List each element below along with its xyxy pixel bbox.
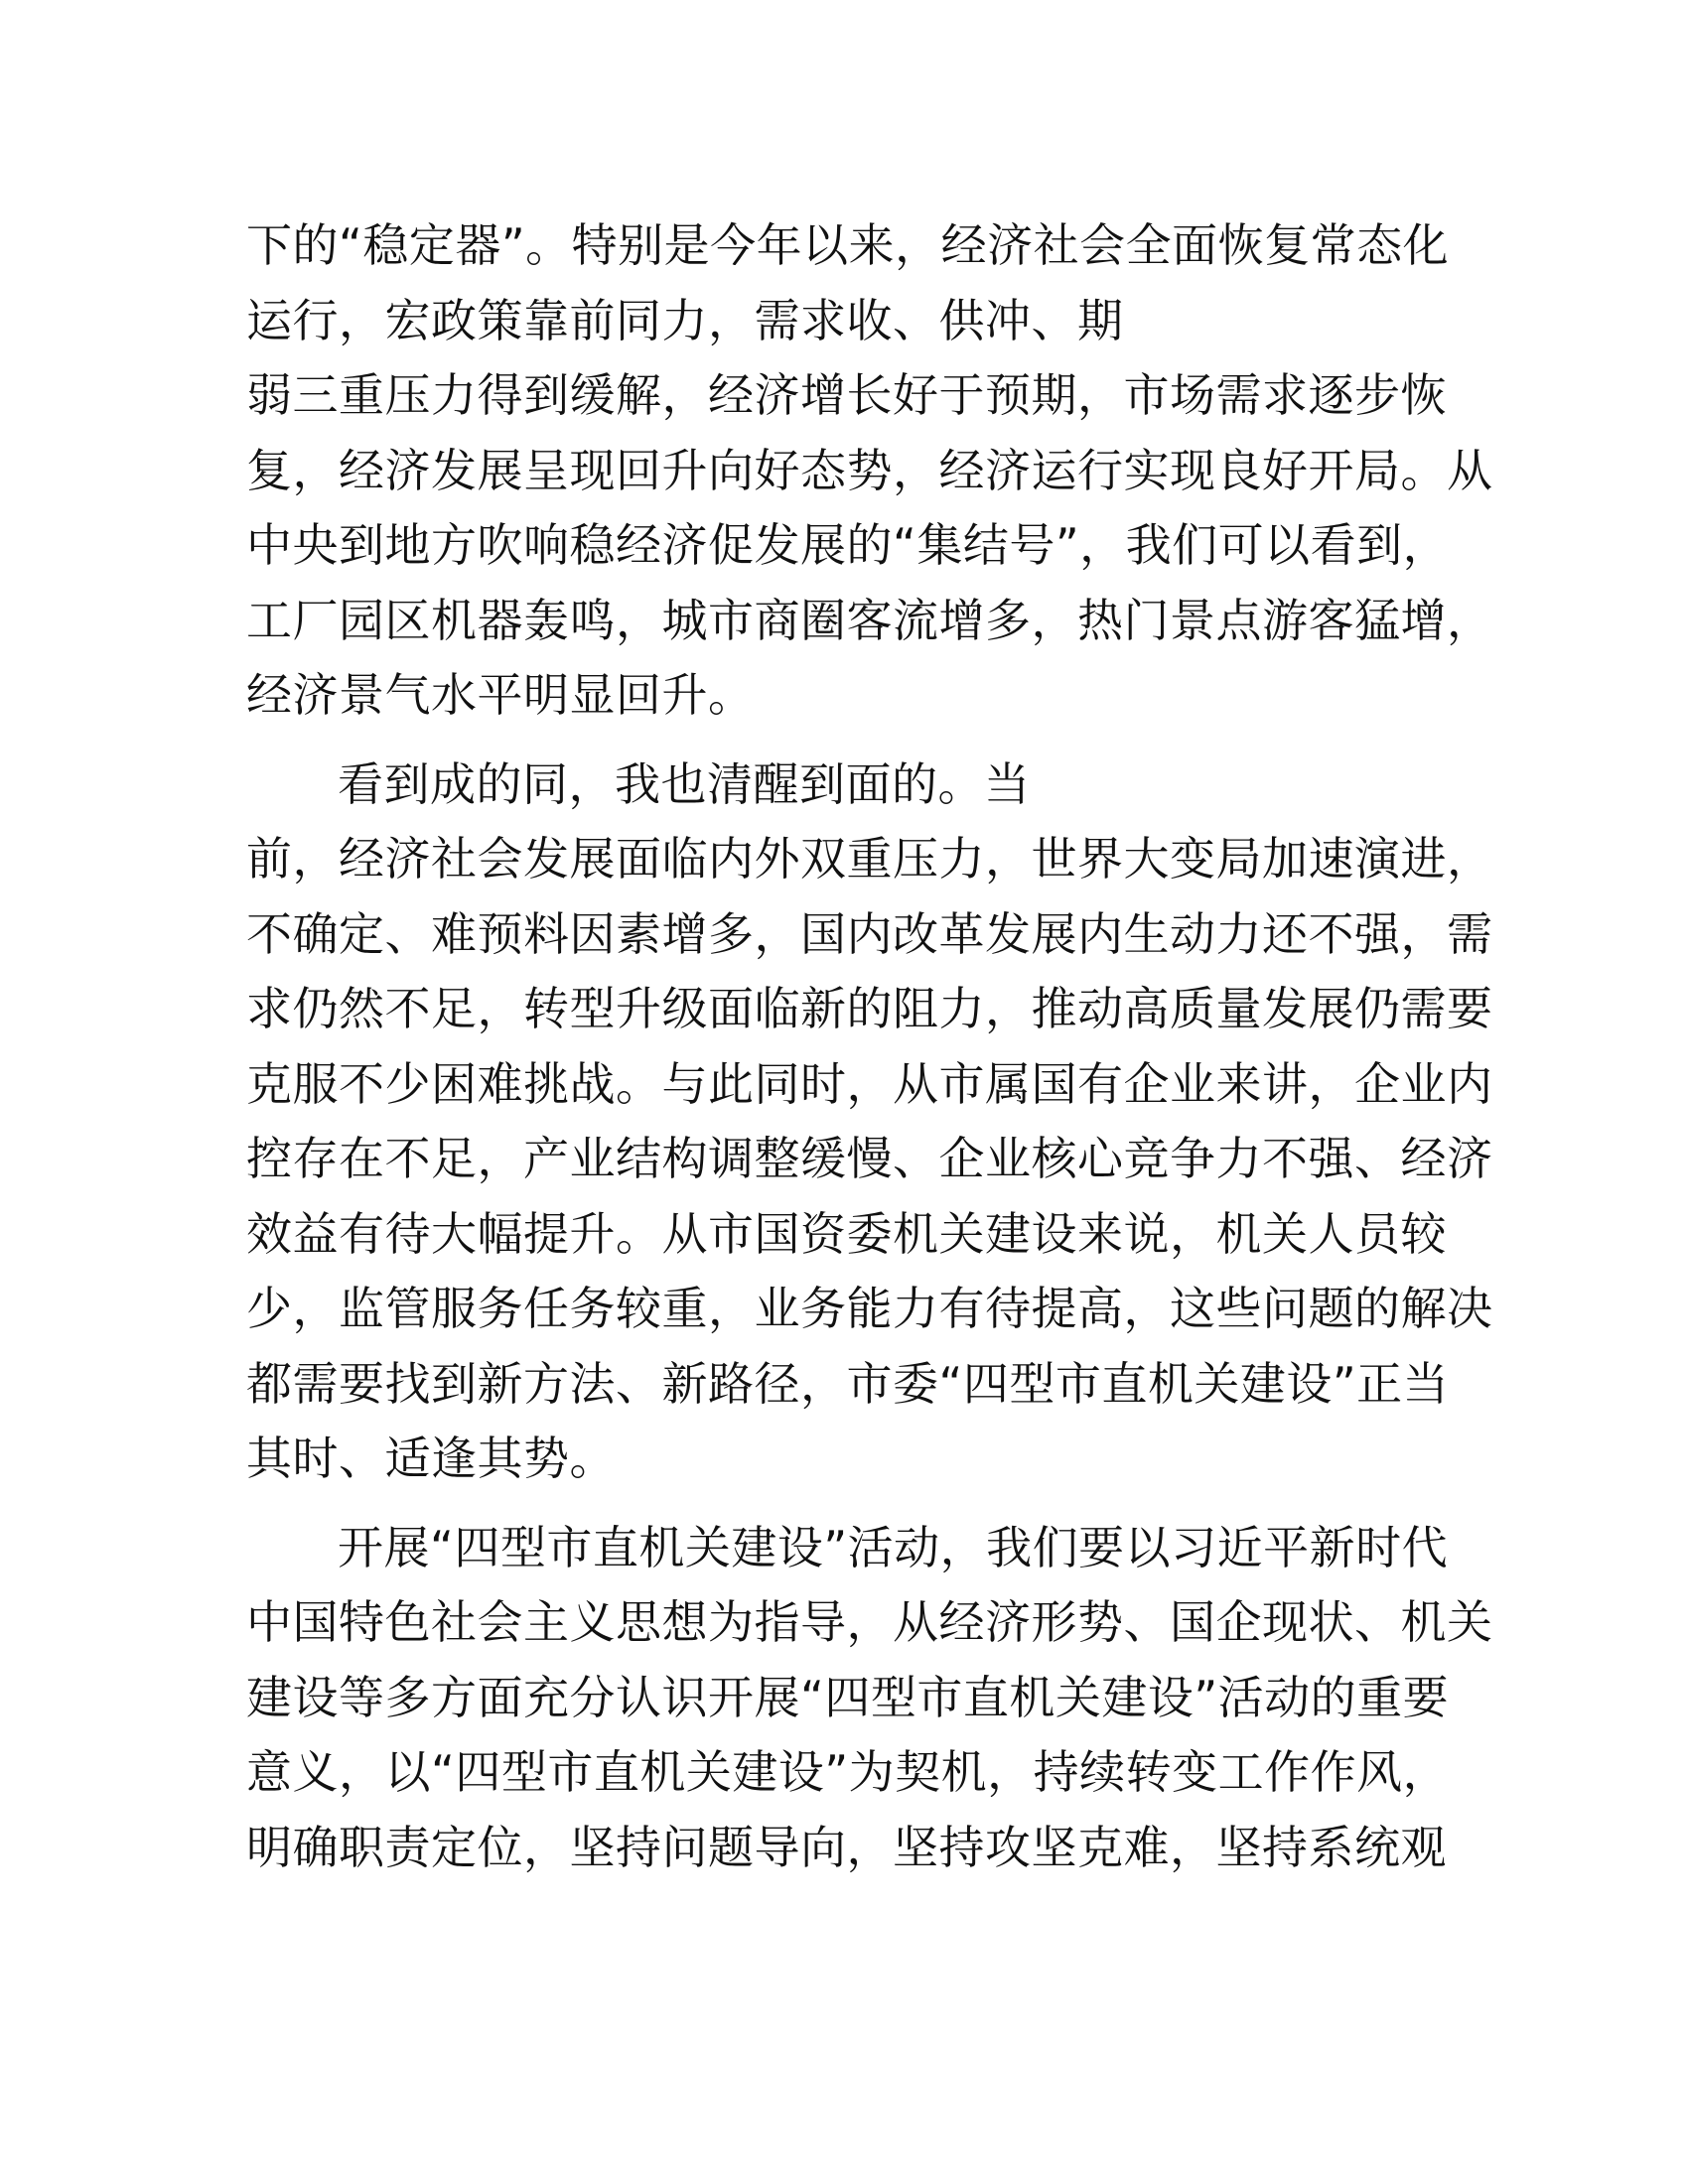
text-line: 其时、适逢其势。 <box>246 1432 616 1485</box>
text-line: 求仍然不足，转型升级面临新的阻力，推动高质量发展仍需要 <box>246 982 1493 1035</box>
text-line: 看到成的同，我也清醒到面的。当 <box>338 756 1031 811</box>
text-line: 不确定、难预料因素增多，国内改革发展内生动力还不强，需 <box>246 906 1493 961</box>
paragraph-gap <box>246 1497 1438 1511</box>
document-body <box>246 208 1493 1885</box>
text-line: 少，监管服务任务较重，业务能力有待提高，这些问题的解决 <box>246 1282 1493 1335</box>
text-line: 明确职责定位，坚持问题导向，坚持攻坚克难，坚持系统观 <box>246 1820 1447 1874</box>
paragraph-1 <box>246 208 1493 734</box>
text-line: 都需要找到新方法、新路径，市委“四型市直机关建设”正当 <box>246 1356 1450 1411</box>
text-line: 开展“四型市直机关建设”活动，我们要以习近平新时代 <box>338 1520 1449 1574</box>
text-line: 效益有待大幅提升。从市国资委机关建设来说，机关人员较 <box>246 1206 1447 1261</box>
paragraph-gap <box>246 734 1438 748</box>
text-line: 控存在不足，产业结构调整缓慢、企业核心竞争力不强、经济 <box>246 1132 1493 1185</box>
text-line: 工厂园区机器轰鸣，城市商圈客流增多，热门景点游客猛增， <box>246 593 1493 647</box>
text-line: 克服不少困难挑战。与此同时，从市属国有企业来讲，企业内 <box>246 1056 1493 1111</box>
text-line: 运行，宏政策靠前同力，需求收、供冲、期 <box>246 293 1124 347</box>
text-line: 建设等多方面充分认识开展“四型市直机关建设”活动的重要 <box>246 1670 1450 1724</box>
text-line: 前，经济社会发展面临内外双重压力，世界大变局加速演进， <box>246 832 1493 886</box>
text-line: 下的“稳定器”。特别是今年以来，经济社会全面恢复常态化 <box>246 218 1450 272</box>
text-line: 经济景气水平明显回升。 <box>246 668 755 722</box>
text-line: 意义，以“四型市直机关建设”为契机，持续转变工作作风， <box>246 1745 1450 1799</box>
paragraph-2 <box>246 748 1493 1497</box>
text-line: 弱三重压力得到缓解，经济增长好于预期，市场需求逐步恢 <box>246 368 1447 422</box>
text-line: 中国特色社会主义思想为指导，从经济形势、国企现状、机关 <box>246 1595 1493 1649</box>
text-line: 复，经济发展呈现回升向好态势，经济运行实现良好开局。从 <box>246 443 1493 497</box>
text-line: 中央到地方吹响稳经济促发展的“集结号”，我们可以看到， <box>246 518 1450 572</box>
paragraph-3 <box>246 1511 1493 1886</box>
